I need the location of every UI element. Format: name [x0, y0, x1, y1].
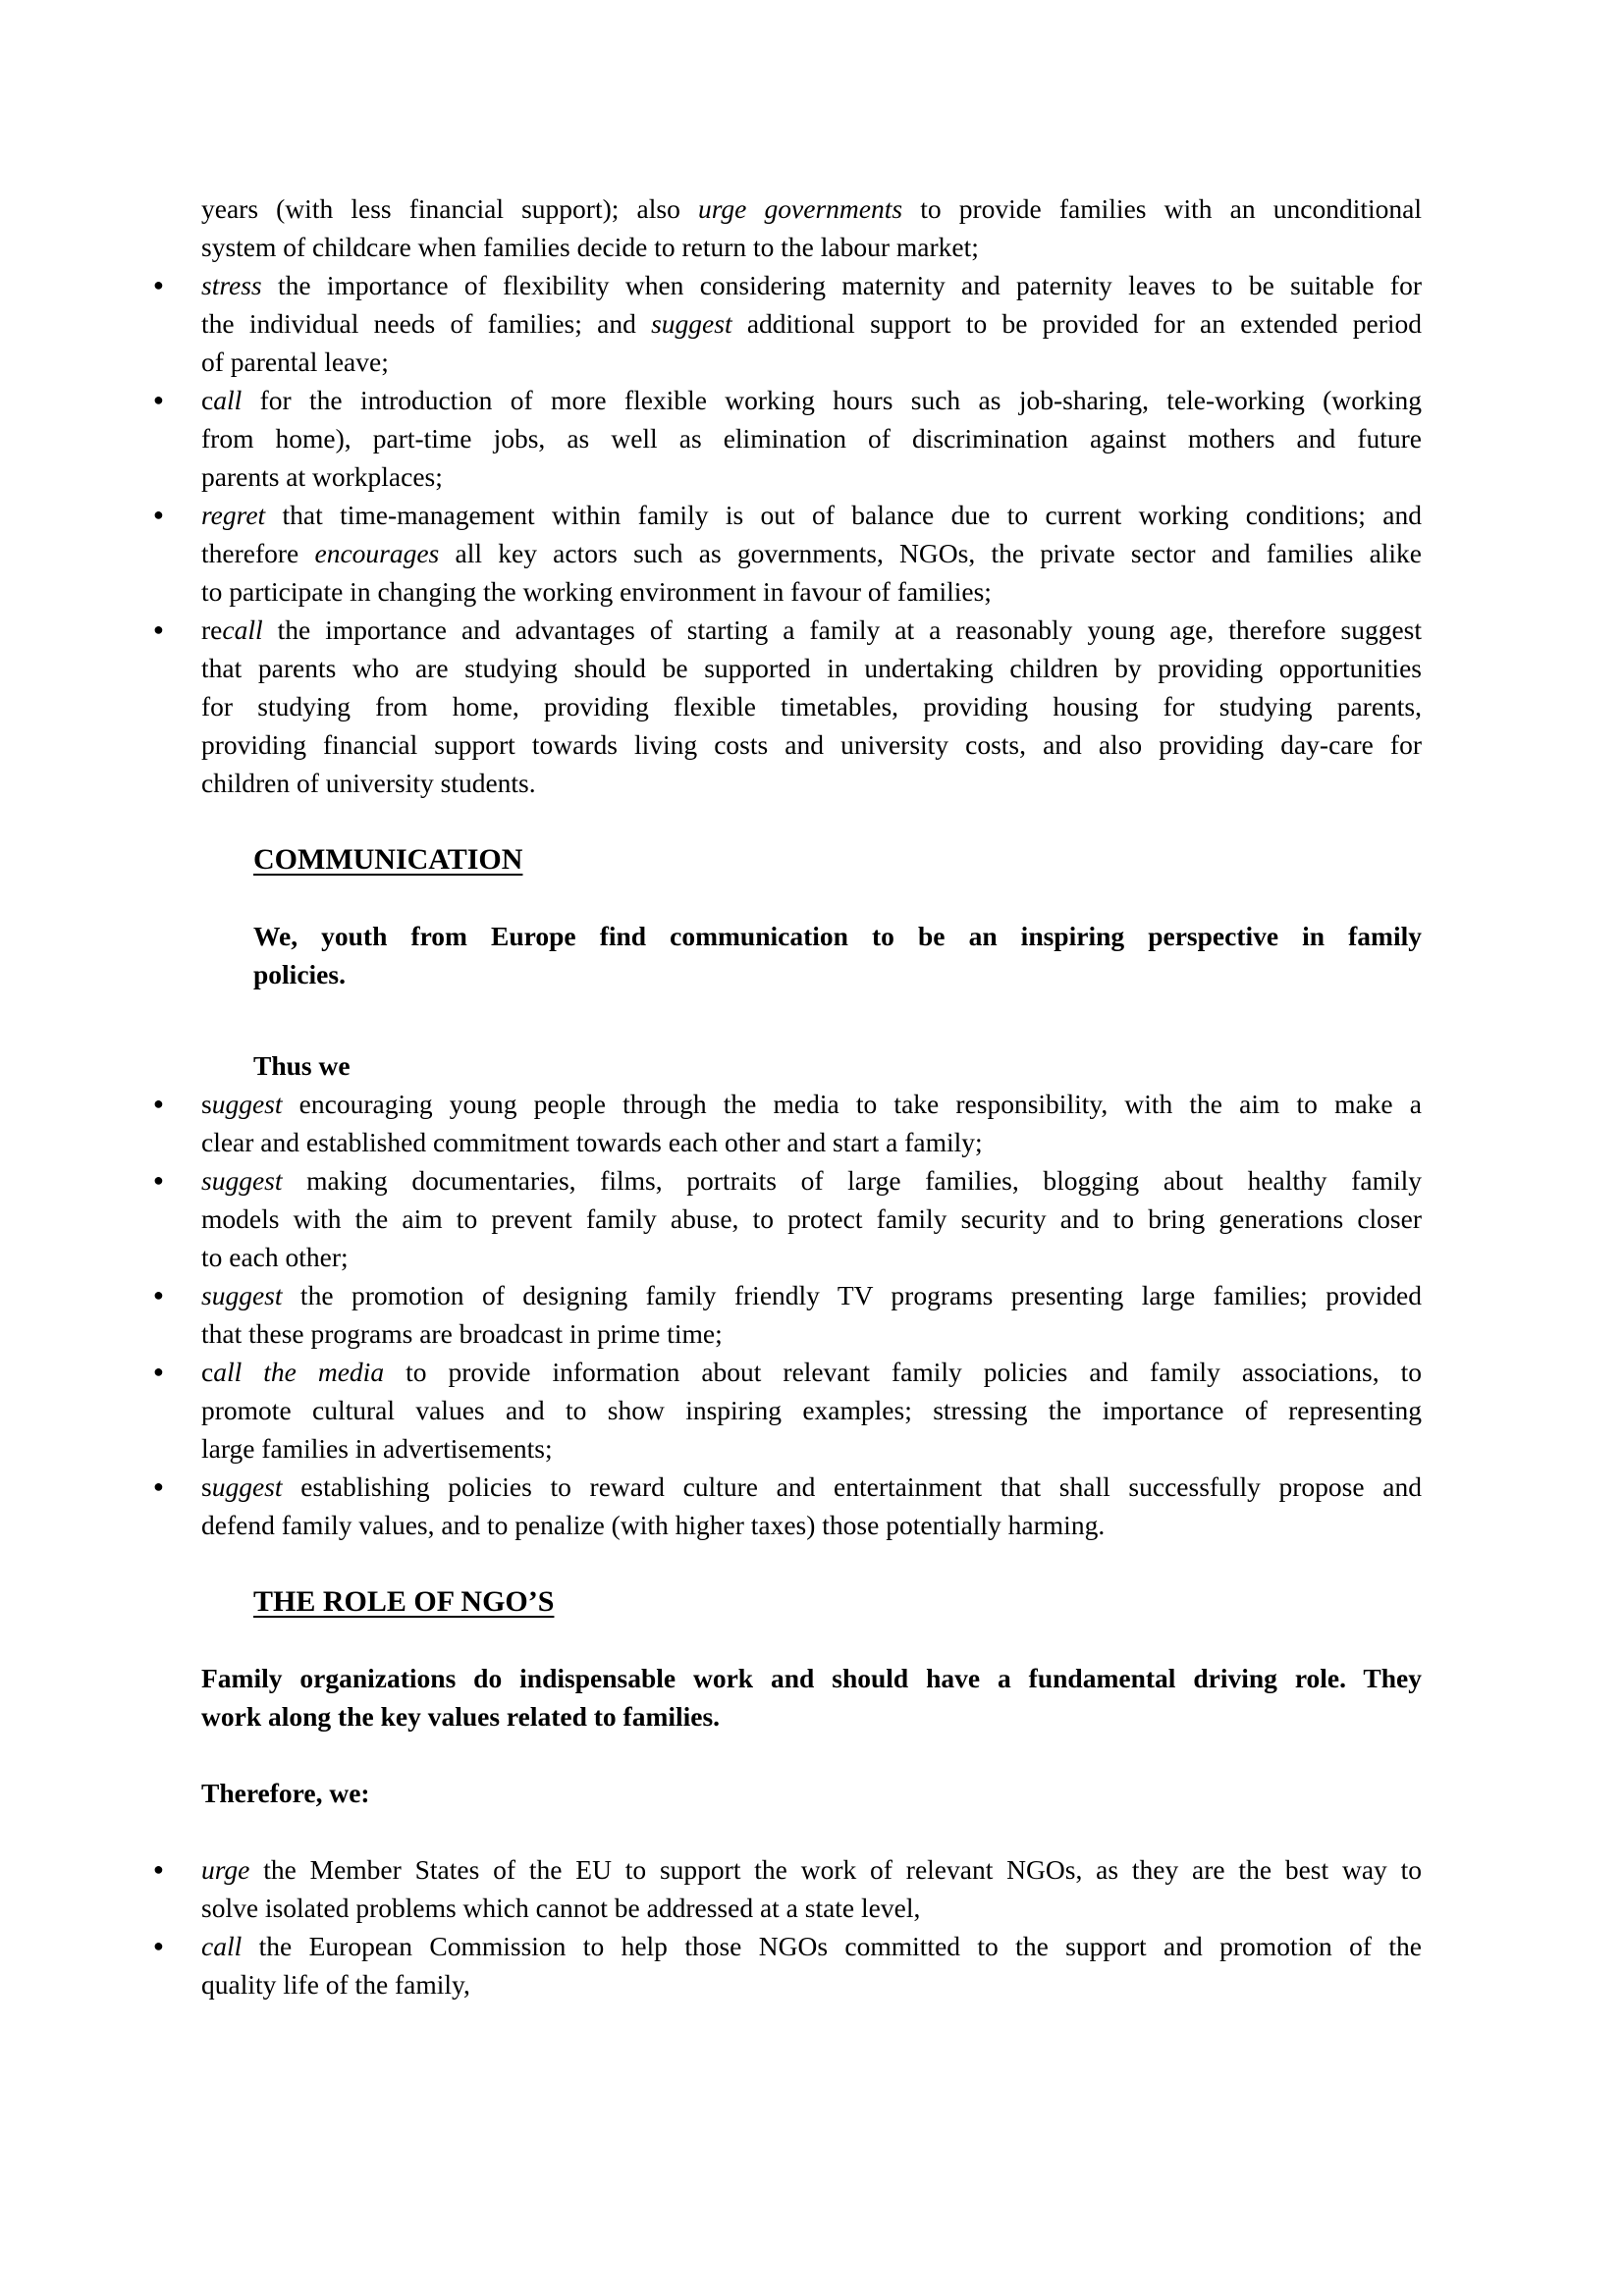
text-run: parents at workplaces; — [201, 461, 443, 492]
statement-ngo-line-2 — [201, 1697, 1422, 1735]
text-run: COMMUNICATION — [253, 843, 523, 876]
text-run: defend family values, and to penalize (with higher taxes) those potentially harming. — [201, 1510, 1106, 1540]
statement-ngo-line-1 — [201, 1659, 1422, 1697]
text-run: children of university students. — [201, 768, 536, 798]
bullet-item — [153, 1161, 1422, 1200]
text-run: c — [201, 385, 214, 415]
bullet-icon: ● — [153, 1362, 164, 1381]
emphasized-text: stress — [201, 270, 262, 300]
bullet-item — [153, 1276, 1422, 1314]
bullet-item — [153, 1353, 1422, 1391]
text-line — [201, 343, 1422, 381]
emphasized-text: uggest — [211, 1089, 283, 1119]
text-line — [201, 1965, 1422, 2003]
subheading-therefore-we — [201, 1774, 1422, 1812]
emphasized-text: call — [222, 614, 263, 645]
bullet-item — [153, 1927, 1422, 1965]
emphasized-text: all the media — [213, 1357, 385, 1387]
text-run: from home), part-time jobs, as well as elimination of discrimination against mothers and future — [201, 423, 1422, 454]
bullet-item — [153, 381, 1422, 419]
bullet-item — [153, 496, 1422, 534]
emphasized-text: urge governments — [698, 193, 903, 224]
text-line — [201, 189, 1422, 228]
text-run: making documentaries, films, portraits of large families, blogging about healthy family — [282, 1165, 1422, 1196]
text-line — [201, 457, 1422, 496]
text-run: policies. — [253, 959, 346, 989]
text-run: for studying from home, providing flexible timetables, providing housing for studying parents, — [201, 691, 1422, 721]
text-run: Thus we — [253, 1050, 351, 1081]
emphasized-text: urge — [201, 1854, 250, 1885]
heading-role-of-ngos — [253, 1582, 1422, 1621]
bullet-item — [153, 1085, 1422, 1123]
text-line — [201, 1123, 1422, 1161]
subheading-thus-we — [253, 1046, 1422, 1085]
text-run: to each other; — [201, 1242, 349, 1272]
text-run: the promotion of designing family friendly TV programs presenting large families; provided — [282, 1280, 1422, 1310]
bullet-item — [153, 266, 1422, 304]
text-run: promote cultural values and to show inspiring examples; stressing the importance of representing — [201, 1395, 1422, 1425]
text-run: the Member States of the EU to support the work of relevant NGOs, as they are the best way to — [249, 1854, 1422, 1885]
text-line — [201, 1429, 1422, 1468]
text-run: work along the key values related to families. — [201, 1701, 721, 1732]
text-run: establishing policies to reward culture and entertainment that shall successfully propose and — [282, 1471, 1422, 1502]
text-run: the European Commission to help those NGOs committed to the support and promotion of the — [242, 1931, 1422, 1961]
text-run: large families in advertisements; — [201, 1433, 553, 1464]
emphasized-text: call — [201, 1931, 243, 1961]
text-line — [201, 725, 1422, 764]
text-run: to provide families with an unconditional — [902, 193, 1422, 224]
text-line — [201, 1314, 1422, 1353]
text-line — [201, 1238, 1422, 1276]
text-line — [201, 534, 1422, 572]
text-run: quality life of the family, — [201, 1969, 470, 2000]
text-run: to participate in changing the working environment in favour of families; — [201, 576, 992, 607]
text-run: the importance and advantages of starting a family at a reasonably young age, therefore suggest — [262, 614, 1422, 645]
bullet-icon: ● — [153, 1936, 164, 1955]
text-run: therefore — [201, 538, 315, 568]
text-run: We, youth from Europe find communication to be an inspiring perspective in family — [253, 921, 1422, 951]
text-line — [201, 228, 1422, 266]
text-run: all key actors such as governments, NGOs, the private sector and families alike — [439, 538, 1423, 568]
text-run: that these programs are broadcast in prime time; — [201, 1318, 723, 1349]
bullet-item — [153, 1850, 1422, 1889]
heading-communication — [253, 840, 1422, 879]
text-run: s — [201, 1089, 212, 1119]
text-line — [201, 304, 1422, 343]
text-run: system of childcare when families decide to return to the labour market; — [201, 232, 979, 262]
bullet-icon: ● — [153, 275, 164, 294]
text-run: encouraging young people through the media to take responsibility, with the aim to make a — [282, 1089, 1422, 1119]
text-run: THE ROLE OF NGO’S — [253, 1585, 555, 1618]
emphasized-text: suggest — [201, 1280, 283, 1310]
bullet-icon: ● — [153, 390, 164, 409]
text-line — [201, 649, 1422, 687]
text-line — [201, 419, 1422, 457]
emphasized-text: all — [213, 385, 243, 415]
text-run: years (with less financial support); also — [201, 193, 698, 224]
text-run: that parents who are studying should be supported in undertaking children by providing opportunities — [201, 653, 1422, 683]
bullet-icon: ● — [153, 1285, 164, 1305]
bullet-icon: ● — [153, 505, 164, 524]
bullet-item — [153, 1468, 1422, 1506]
text-run: the individual needs of families; and — [201, 308, 652, 339]
text-run: models with the aim to prevent family abuse, to protect family security and to bring generations closer — [201, 1203, 1422, 1234]
bullet-item — [153, 611, 1422, 649]
text-line — [201, 1391, 1422, 1429]
text-line — [201, 1506, 1422, 1544]
text-line — [201, 687, 1422, 725]
text-run: Therefore, we: — [201, 1778, 370, 1808]
text-run: Family organizations do indispensable work and should have a fundamental driving role. They — [201, 1663, 1422, 1693]
bullet-icon: ● — [153, 619, 164, 639]
text-run: re — [201, 614, 223, 645]
text-run: providing financial support towards living costs and university costs, and also providing day-care for — [201, 729, 1422, 760]
text-line — [201, 572, 1422, 611]
text-line — [201, 764, 1422, 802]
text-run: that time-management within family is out of balance due to current working conditions; and — [265, 500, 1422, 530]
text-run: additional support to be provided for an extended period — [731, 308, 1422, 339]
bullet-icon: ● — [153, 1094, 164, 1113]
emphasized-text: uggest — [211, 1471, 283, 1502]
text-run: to provide information about relevant family policies and family associations, to — [384, 1357, 1422, 1387]
emphasized-text: regret — [201, 500, 266, 530]
emphasized-text: encourages — [314, 538, 440, 568]
emphasized-text: suggest — [651, 308, 732, 339]
statement-communication-line-1 — [253, 917, 1422, 955]
text-line — [201, 1889, 1422, 1927]
bullet-icon: ● — [153, 1170, 164, 1190]
emphasized-text: suggest — [201, 1165, 283, 1196]
text-line — [201, 1200, 1422, 1238]
text-run: solve isolated problems which cannot be addressed at a state level, — [201, 1893, 921, 1923]
text-run: clear and established commitment towards each other and start a family; — [201, 1127, 983, 1157]
text-run: the importance of flexibility when considering maternity and paternity leaves to be suitable for — [261, 270, 1422, 300]
text-run: of parental leave; — [201, 347, 389, 377]
text-run: for the introduction of more flexible working hours such as job-sharing, tele-working (working — [242, 385, 1422, 415]
text-run: c — [201, 1357, 214, 1387]
bullet-icon: ● — [153, 1859, 164, 1879]
bullet-icon: ● — [153, 1476, 164, 1496]
text-run: s — [201, 1471, 212, 1502]
statement-communication-line-2 — [253, 955, 1422, 993]
